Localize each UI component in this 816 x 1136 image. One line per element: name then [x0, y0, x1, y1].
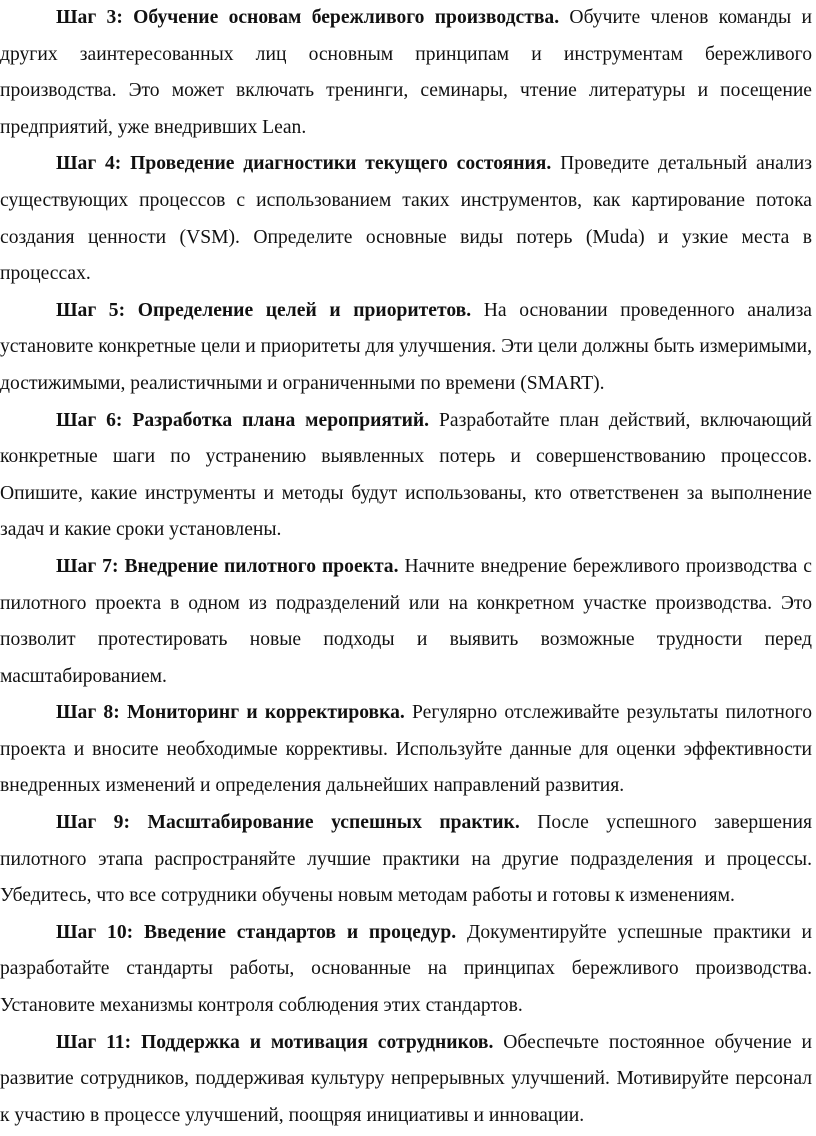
step-7-title: Шаг 7: Внедрение пилотного проекта. — [56, 555, 399, 577]
step-6-paragraph — [0, 403, 812, 549]
step-4-title: Шаг 4: Проведение диагностики текущего состояния. — [56, 153, 552, 175]
step-5-title: Шаг 5: Определение целей и приоритетов. — [56, 299, 472, 321]
step-5-text: На основании проведенного анализа установите конкретные цели и приоритеты для улучшения. Эти цели должны быть измеримыми, достижимыми, реалистичными и ограниченными по времени (SMART). — [0, 299, 813, 394]
step-10-paragraph — [0, 915, 812, 1025]
step-8-paragraph — [0, 695, 812, 805]
step-8-text: Регулярно отслеживайте результаты пилотного проекта и вносите необходимые коррективы. Используйте данные для оценки эффективности внедренных изменений и определения дальнейших направлений развития. — [0, 702, 812, 797]
step-3-paragraph — [0, 0, 812, 146]
step-3-title: Шаг 3: Обучение основам бережливого производства. — [56, 7, 560, 28]
step-9-text: После успешного завершения пилотного этапа распространяйте лучшие практики на другие подразделения и процессы. Убедитесь, что все сотрудники обучены новым методам работы и готовы к изменениям. — [0, 812, 812, 907]
step-4-paragraph — [0, 146, 812, 292]
step-7-text: Начните внедрение бережливого производства с пилотного проекта в одном из подразделений или на конкретном участке производства. Это позволит протестировать новые подходы и выявить возможные трудности перед масштабированием. — [0, 555, 813, 687]
step-9-title: Шаг 9: Масштабирование успешных практик. — [56, 812, 520, 834]
step-9-paragraph — [0, 805, 812, 915]
step-7-paragraph — [0, 549, 812, 695]
step-6-text: Разработайте план действий, включающий конкретные шаги по устранению выявленных потерь и совершенствованию процессов. Опишите, какие инструменты и методы будут использованы, кто ответственен за выполнение задач и какие сроки установлены. — [0, 409, 812, 541]
step-4-text: Проведите детальный анализ существующих процессов с использованием таких инструментов, как картирование потока создания ценности (VSM). Определите основные виды потерь (Muda) и узкие места в процессах. — [0, 153, 813, 285]
step-10-text: Документируйте успешные практики и разработайте стандарты работы, основанные на принципах бережливого производства. Установите механизмы контроля соблюдения этих стандартов. — [0, 921, 812, 1017]
step-11-text: Обеспечьте постоянное обучение и развитие сотрудников, поддерживая культуру непрерывных улучшений. Мотивируйте персонал к участию в процессе улучшений, поощряя инициативы и инновации. — [0, 1031, 812, 1126]
step-3-text: Обучите членов команды и других заинтересованных лиц основным принципам и инструментам бережливого производства. Это может включать тренинги, семинары, чтение литературы и посещение предприятий, уже внедривших Lean. — [0, 7, 812, 138]
step-6-title: Шаг 6: Разработка плана мероприятий. — [56, 409, 430, 431]
step-11-title: Шаг 11: Поддержка и мотивация сотрудников. — [56, 1031, 494, 1053]
step-5-paragraph — [0, 293, 812, 403]
step-11-paragraph — [0, 1025, 812, 1135]
step-8-title: Шаг 8: Мониторинг и корректировка. — [56, 702, 405, 724]
step-10-title: Шаг 10: Введение стандартов и процедур. — [56, 921, 457, 943]
